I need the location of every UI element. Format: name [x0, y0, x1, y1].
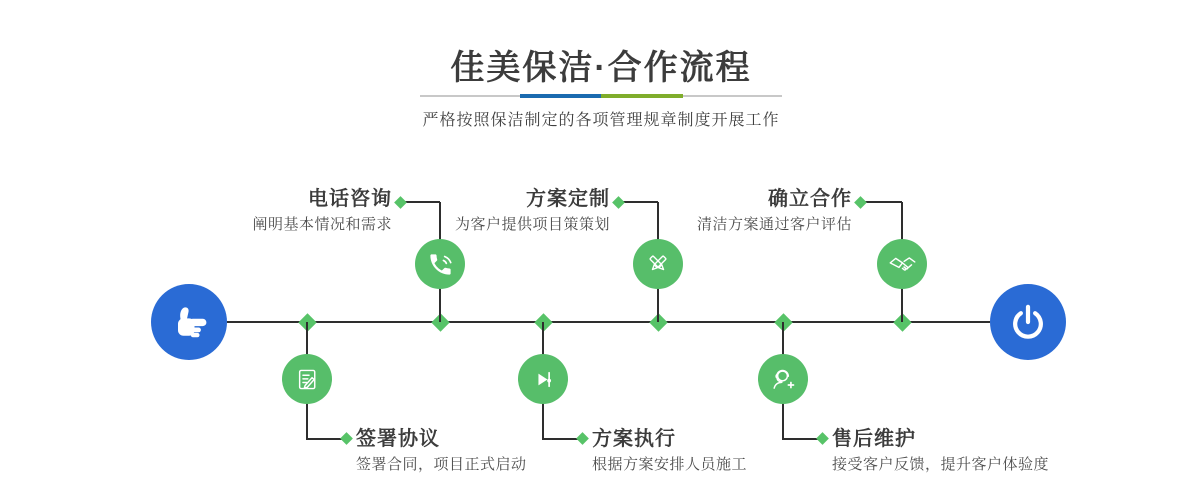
step-desc: 阐明基本情况和需求	[252, 216, 392, 233]
step-connector	[901, 202, 903, 240]
step-text-execute	[592, 426, 747, 475]
step-connector	[782, 322, 784, 355]
pointing-hand-icon	[167, 300, 211, 344]
step-node-execute	[518, 354, 568, 404]
page-subtitle: 严格按照保洁制定的各项管理规章制度开展工作	[422, 112, 780, 129]
step-desc: 为客户提供项目策策划	[454, 216, 610, 233]
step-desc: 根据方案安排人员施工	[592, 456, 748, 473]
step-diamond	[576, 432, 589, 445]
page-title: 佳美保洁·合作流程	[450, 49, 752, 87]
step-connector	[543, 438, 579, 440]
step-title: 确立合作	[768, 188, 852, 210]
step-diamond	[816, 432, 829, 445]
crossed-pencils-icon	[643, 249, 673, 279]
power-icon	[1006, 300, 1050, 344]
step-title: 方案定制	[526, 188, 610, 210]
play-next-icon	[530, 366, 557, 393]
step-desc: 接受客户反馈，提升客户体验度	[832, 456, 1050, 473]
step-title: 方案执行	[592, 428, 676, 450]
step-connector	[439, 202, 441, 240]
step-node-phone	[415, 239, 465, 289]
step-diamond	[394, 196, 407, 209]
step-connector	[542, 403, 544, 440]
step-node-plan	[633, 239, 683, 289]
step-connector	[657, 288, 659, 322]
timeline-line	[227, 321, 990, 323]
handshake-icon	[887, 249, 918, 280]
step-connector	[657, 202, 659, 240]
step-desc: 清洁方案通过客户评估	[696, 216, 852, 233]
end-node	[990, 284, 1066, 360]
step-connector	[783, 438, 819, 440]
step-connector	[542, 322, 544, 355]
step-node-sign	[282, 354, 332, 404]
phone-icon	[427, 251, 454, 278]
start-node	[151, 284, 227, 360]
step-text-plan	[455, 186, 610, 235]
step-title: 售后维护	[832, 428, 916, 450]
step-connector	[306, 403, 308, 440]
step-node-aftersale	[758, 354, 808, 404]
step-text-sign	[356, 426, 527, 475]
step-connector	[307, 438, 343, 440]
headset-support-icon	[768, 364, 799, 395]
step-desc: 签署合同，项目正式启动	[356, 456, 527, 473]
step-connector	[782, 403, 784, 440]
step-title: 电话咨询	[308, 188, 392, 210]
step-connector	[306, 322, 308, 355]
step-text-phone	[252, 186, 392, 235]
step-node-confirm	[877, 239, 927, 289]
step-diamond	[854, 196, 867, 209]
step-title: 签署协议	[356, 428, 440, 450]
step-text-confirm	[697, 186, 852, 235]
step-text-aftersale	[832, 426, 1049, 475]
step-diamond	[340, 432, 353, 445]
step-diamond	[612, 196, 625, 209]
divider-blue-segment	[520, 94, 601, 98]
contract-pen-icon	[293, 365, 322, 394]
step-connector	[901, 288, 903, 322]
title-divider-accent	[520, 94, 683, 98]
divider-green-segment	[601, 94, 683, 98]
step-connector	[439, 288, 441, 322]
